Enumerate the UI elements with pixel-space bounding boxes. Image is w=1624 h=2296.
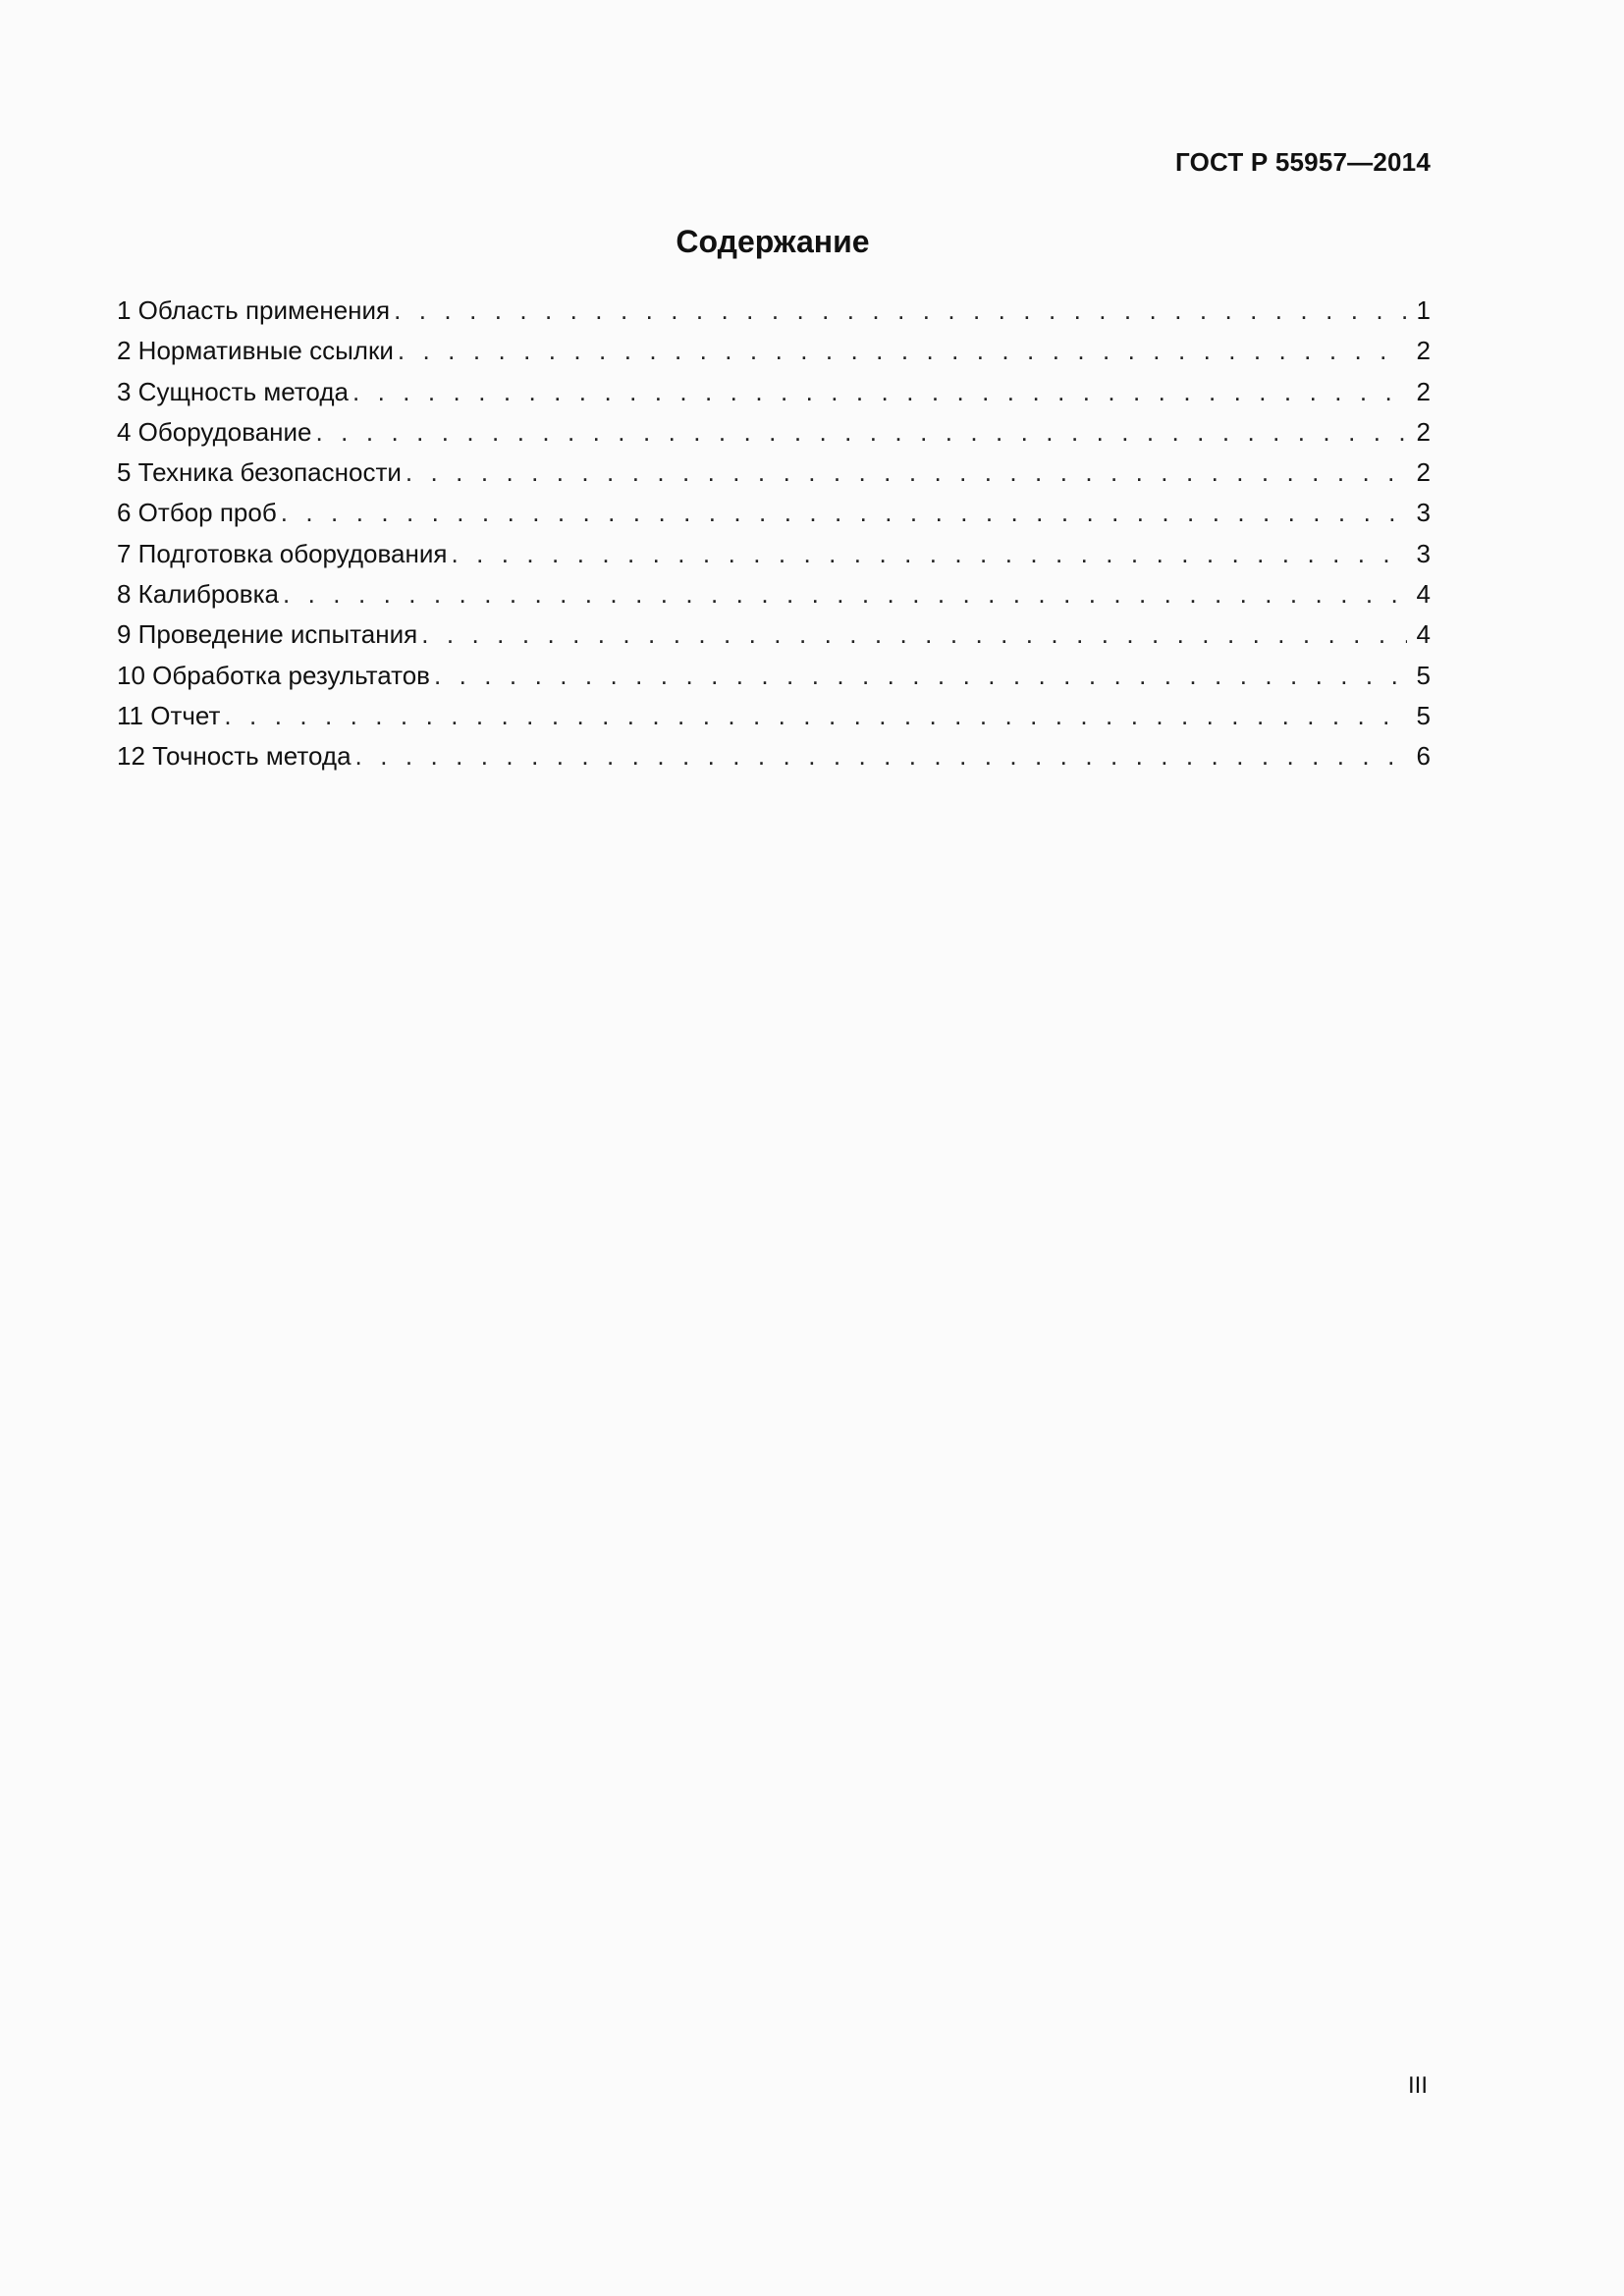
toc-entry-page: 3 [1416,498,1431,528]
toc-leader-dots [406,454,1407,491]
toc-leader-dots [394,292,1406,329]
toc-leader-dots [352,373,1407,410]
toc-entry-11[interactable] [117,697,1431,737]
toc-entry-label: 11 Отчет [117,700,221,730]
toc-entry-page: 2 [1416,416,1431,447]
table-of-contents [117,292,1431,778]
toc-leader-dots [451,535,1406,572]
toc-entry-page: 1 [1416,295,1431,325]
toc-entry-page: 6 [1416,741,1431,772]
toc-entry-label: 1 Область применения [117,295,391,325]
toc-entry-page: 3 [1416,538,1431,568]
toc-entry-9[interactable] [117,615,1431,656]
toc-entry-8[interactable] [117,575,1431,615]
toc-entry-label: 2 Нормативные ссылки [117,336,394,366]
toc-title: Содержание [676,224,870,259]
toc-entry-label: 5 Техника безопасности [117,457,402,488]
toc-leader-dots [355,737,1407,774]
toc-entry-2[interactable] [117,332,1431,372]
toc-leader-dots [398,332,1407,369]
toc-entry-page: 5 [1416,660,1431,690]
toc-leader-dots [434,657,1407,694]
document-code: ГОСТ Р 55957—2014 [1175,147,1431,177]
toc-entry-label: 9 Проведение испытания [117,619,418,650]
toc-entry-label: 8 Калибровка [117,579,280,610]
toc-leader-dots [281,494,1407,531]
toc-entry-label: 4 Оборудование [117,416,312,447]
toc-entry-label: 6 Отбор проб [117,498,277,528]
toc-entry-4[interactable] [117,413,1431,454]
toc-entry-label: 7 Подготовка оборудования [117,538,448,568]
toc-entry-1[interactable] [117,292,1431,332]
toc-leader-dots [316,413,1407,451]
toc-entry-page: 5 [1416,700,1431,730]
toc-entry-3[interactable] [117,373,1431,413]
toc-entry-12[interactable] [117,737,1431,777]
toc-entry-label: 3 Сущность метода [117,376,349,406]
toc-entry-page: 4 [1416,619,1431,650]
toc-entry-label: 10 Обработка результатов [117,660,430,690]
toc-entry-7[interactable] [117,535,1431,575]
toc-leader-dots [283,575,1407,613]
toc-entry-6[interactable] [117,494,1431,534]
toc-entry-page: 2 [1416,376,1431,406]
toc-leader-dots [224,697,1406,734]
toc-entry-page: 2 [1416,457,1431,488]
toc-entry-label: 12 Точность метода [117,741,352,772]
toc-entry-page: 2 [1416,336,1431,366]
toc-leader-dots [421,615,1406,653]
toc-entry-page: 4 [1416,579,1431,610]
page-number: III [1407,2072,1428,2099]
toc-entry-5[interactable] [117,454,1431,494]
toc-entry-10[interactable] [117,657,1431,697]
